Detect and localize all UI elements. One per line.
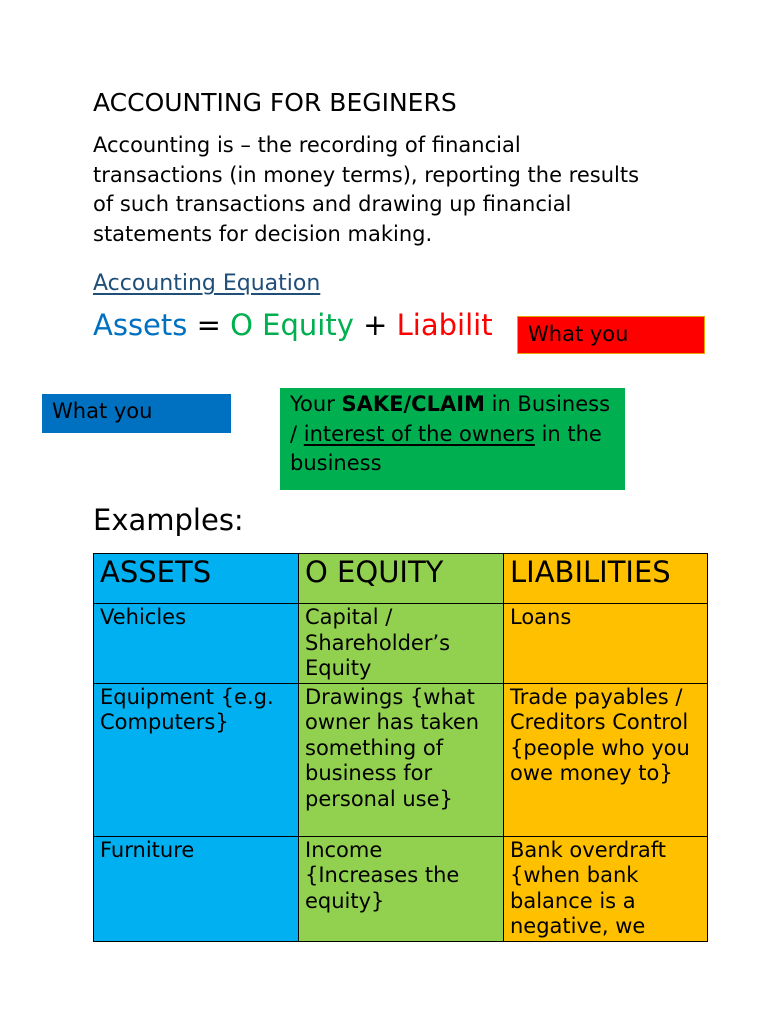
table-cell: Capital / Shareholder’s Equity: [299, 604, 504, 684]
equation-plus: +: [363, 308, 388, 342]
table-cell: Trade payables / Creditors Control {people who you owe money to}: [504, 683, 708, 836]
accounting-equation: [93, 308, 493, 342]
examples-heading: Examples:: [93, 503, 244, 537]
equity-callout-suffix: in the business: [290, 421, 602, 475]
table-cell: Bank overdraft {when bank balance is a negative, we: [504, 836, 708, 941]
table-cell: Loans: [504, 604, 708, 684]
equation-liabilities: Liabilit: [396, 308, 493, 342]
table-cell: Drawings {what owner has taken something of business for personal use}: [299, 683, 504, 836]
examples-table: [93, 553, 708, 942]
header-liabilities: LIABILITIES: [504, 554, 708, 604]
equity-callout: [280, 388, 625, 490]
equity-callout-bold: SAKE/CLAIM: [341, 392, 485, 416]
header-equity: O EQUITY: [299, 554, 504, 604]
table-header-row: [94, 554, 708, 604]
header-assets: ASSETS: [94, 554, 299, 604]
table-row: [94, 604, 708, 684]
table-row: [94, 836, 708, 941]
equation-equals: =: [196, 308, 221, 342]
table-cell: Furniture: [94, 836, 299, 941]
equation-assets: Assets: [93, 308, 188, 342]
table-cell: Equipment {e.g. Computers}: [94, 683, 299, 836]
equation-equity: O Equity: [230, 308, 354, 342]
liabilities-callout: What you: [517, 316, 705, 354]
equity-callout-prefix: Your: [290, 392, 342, 416]
equity-callout-mid: in Business /: [290, 392, 611, 446]
intro-paragraph: Accounting is – the recording of financial transactions (in money terms), reporting the results of such transactions and drawing up financial statements for decision making.: [93, 133, 640, 246]
equation-heading: Accounting Equation: [93, 271, 321, 296]
table-cell: Vehicles: [94, 604, 299, 684]
assets-callout: What you: [42, 394, 231, 433]
document-title: ACCOUNTING FOR BEGINERS: [93, 88, 457, 117]
table-row: [94, 683, 708, 836]
equity-callout-underlined: interest of the owners: [303, 421, 535, 446]
table-cell: Income {Increases the equity}: [299, 836, 504, 941]
